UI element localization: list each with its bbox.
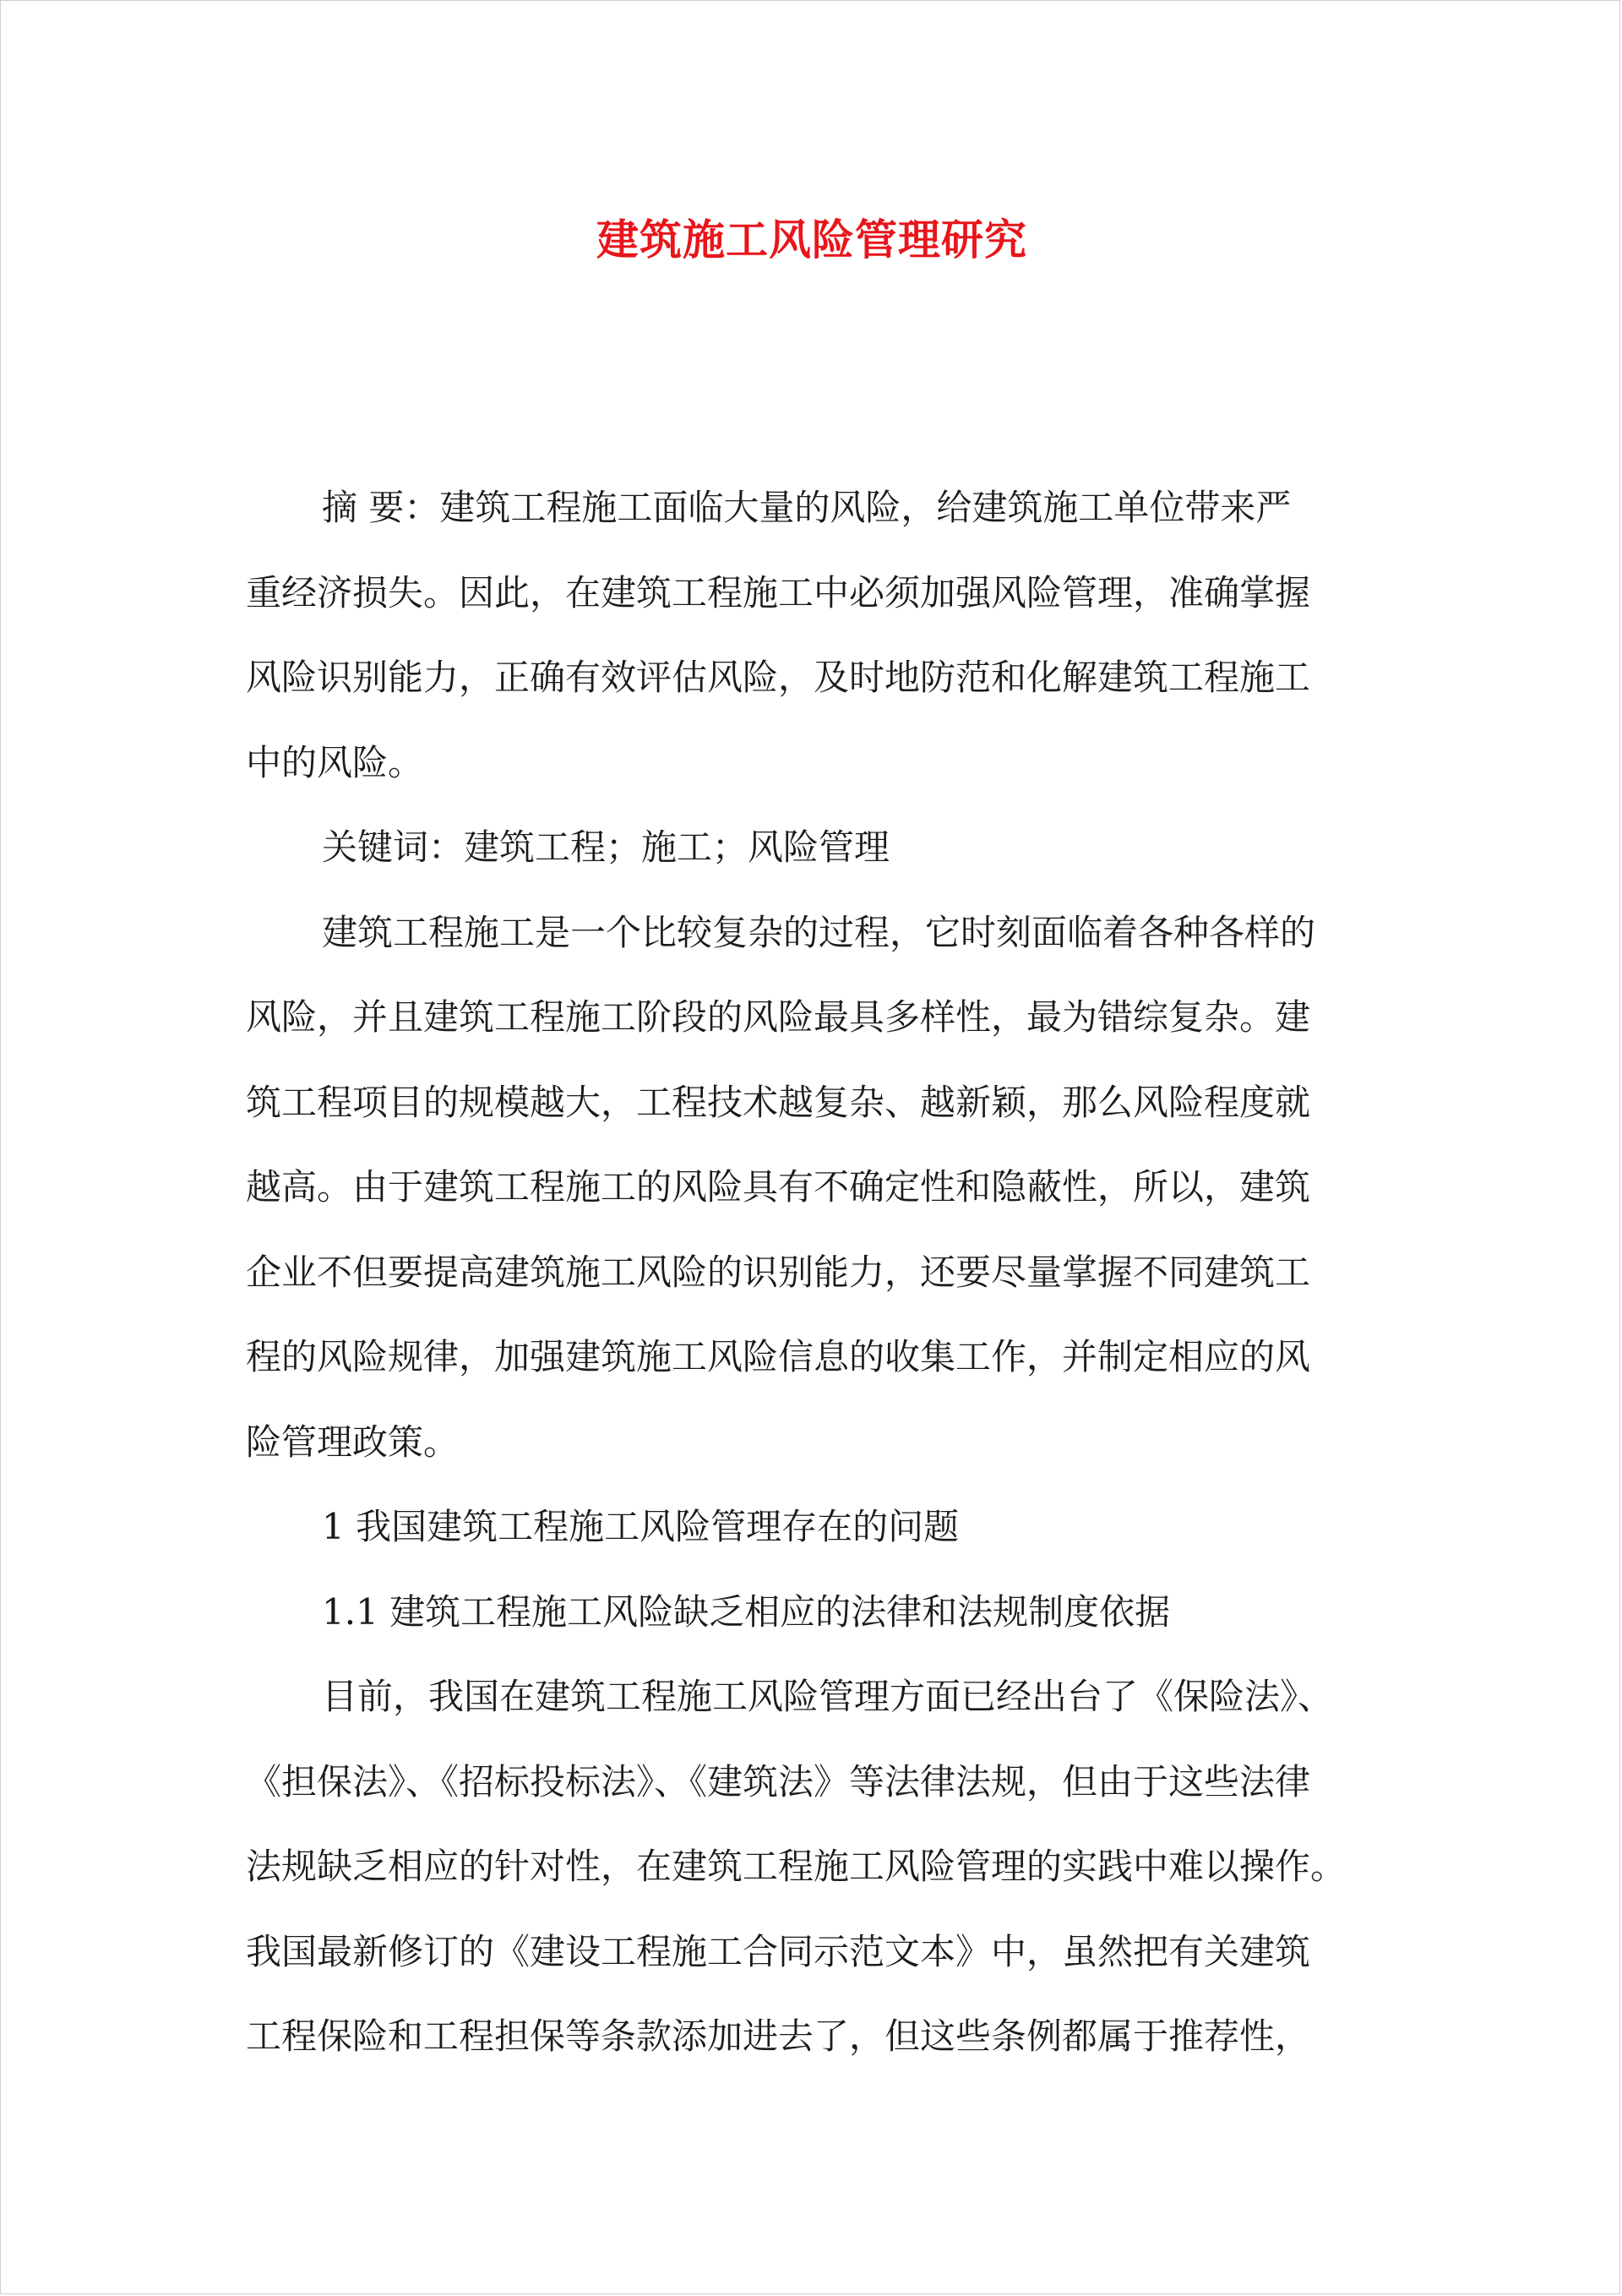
section-1-1-heading: 1.1 建筑工程施工风险缺乏相应的法律和法规制度依据 [322,1590,1171,1633]
paragraph-1-line-3: 筑工程项目的规模越大，工程技术越复杂、越新颖，那么风险程度就 [246,1081,1311,1123]
paragraph-1-line-5: 企业不但要提高建筑施工风险的识别能力，还要尽量掌握不同建筑工 [246,1251,1311,1293]
paragraph-1-line-7: 险管理政策。 [246,1421,460,1463]
abstract-line-4: 中的风险。 [246,741,424,783]
document-title: 建筑施工风险管理研究 [596,215,1027,265]
section-1-heading: 1 我国建筑工程施工风险管理存在的问题 [322,1506,960,1547]
keywords-line: 关键词：建筑工程；施工；风险管理 [322,826,890,868]
paragraph-2-line-3: 法规缺乏相应的针对性，在建筑工程施工风险管理的实践中难以操作。 [246,1846,1347,1887]
paragraph-1-line-4: 越高。由于建筑工程施工的风险具有不确定性和隐蔽性，所以，建筑 [246,1166,1311,1208]
abstract-line-1: 摘 要：建筑工程施工面临大量的风险，给建筑施工单位带来严 [322,487,1292,528]
paragraph-1-line-1: 建筑工程施工是一个比较复杂的过程，它时刻面临着各种各样的 [322,911,1316,953]
paragraph-2-line-2: 《担保法》、《招标投标法》、《建筑法》等法律法规，但由于这些法律 [246,1760,1311,1802]
document-body [246,466,1429,2080]
paragraph-1-line-2: 风险，并且建筑工程施工阶段的风险最具多样性，最为错综复杂。建 [246,996,1311,1038]
paragraph-2-line-1: 目前，我国在建筑工程施工风险管理方面已经出台了《保险法》、 [322,1676,1334,1717]
paragraph-2-line-5: 工程保险和工程担保等条款添加进去了，但这些条例都属于推荐性， [246,2015,1311,2057]
abstract-line-3: 风险识别能力，正确有效评估风险，及时地防范和化解建筑工程施工 [246,657,1311,698]
paragraph-1-line-6: 程的风险规律，加强建筑施工风险信息的收集工作，并制定相应的风 [246,1336,1311,1377]
paragraph-2-line-4: 我国最新修订的《建设工程施工合同示范文本》中，虽然把有关建筑 [246,1930,1311,1972]
abstract-line-2: 重经济损失。因此，在建筑工程施工中必须加强风险管理，准确掌握 [246,571,1311,614]
